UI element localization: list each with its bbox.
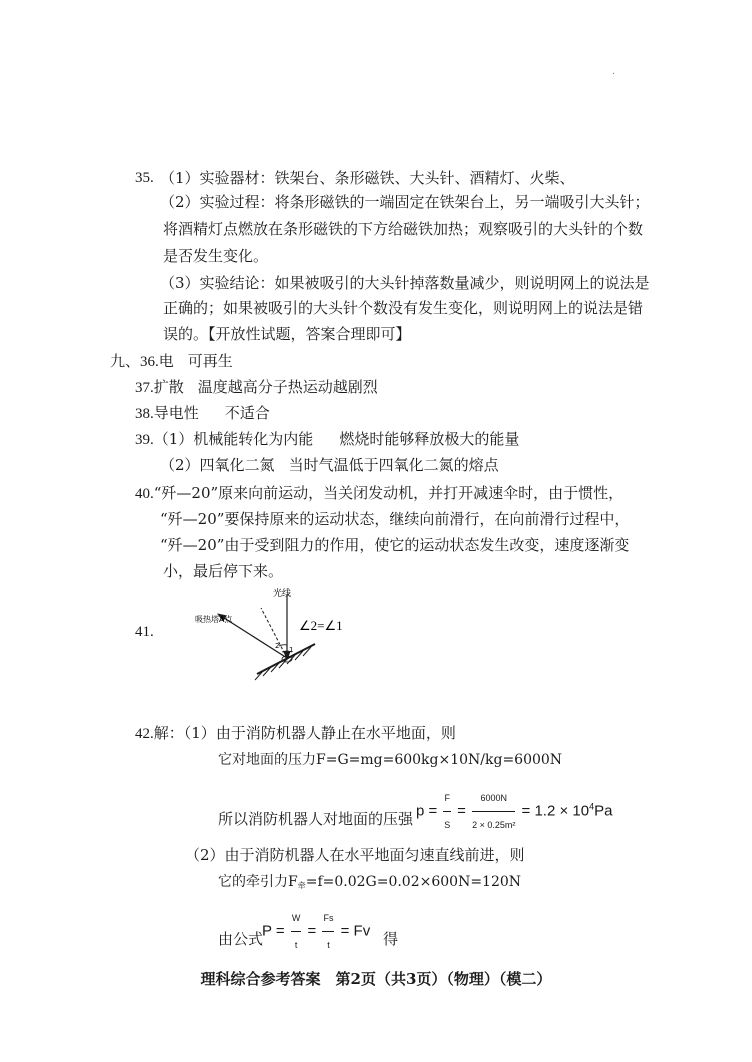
q37-answer-1: 扩散 — [153, 378, 184, 396]
force-symbol: F — [443, 786, 451, 812]
q40-number: 40. — [135, 486, 154, 502]
q38-answer-2: 不适合 — [224, 404, 270, 422]
q42-number: 42. — [135, 726, 154, 742]
numeric-denominator: 2 × 0.25m² — [472, 820, 516, 830]
q42-part1-label: （1） — [183, 724, 216, 742]
pressure-eq: = — [457, 802, 466, 820]
q40-line3: “歼—20”由于受到阻力的作用，使它的运动状态发生改变，速度逐渐变 — [160, 536, 630, 554]
q39-line2 — [160, 458, 499, 473]
time-symbol-1: t — [294, 940, 298, 950]
power-rhs: = Fv — [340, 922, 371, 940]
q35-part3-line2: 正确的；如果被吸引的大头针个数没有发生变化，则说明网上的说法是错 — [163, 299, 644, 317]
q36-answer-1: 电 — [158, 352, 174, 370]
q35-part2-line1: （2）实验过程：将条形磁铁的一端固定在铁架台上，另一端吸引大头针； — [160, 193, 650, 211]
q39-line1 — [135, 432, 519, 448]
force-over-area — [443, 786, 451, 837]
traction-force-text: 它的牵引力F — [218, 874, 298, 890]
normal-line — [261, 608, 287, 658]
label-absorber-point: 吸热塔A点 — [195, 615, 233, 624]
pressure-unit: Pa — [594, 802, 613, 820]
work-symbol: W — [291, 906, 302, 932]
q39-part1-answer-1: 机械能转化为内能 — [193, 430, 314, 448]
q38-answer-1: 导电性 — [153, 404, 199, 422]
q35-part2-line2: 将酒精灯点燃放在条形磁铁的下方给磁铁加热；观察吸引的大头针的个数 — [163, 220, 644, 238]
q40-line2: “歼—20”要保持原来的运动状态，继续向前滑行，在向前滑行过程中， — [160, 510, 630, 528]
q35-number: 35. — [135, 170, 154, 186]
power-lhs: P = — [262, 922, 285, 940]
q39-part2-answer-1: 四氧化二氮 — [199, 456, 275, 474]
mirror-line — [257, 644, 315, 674]
q41-number: 41. — [135, 624, 154, 640]
q35-part3-line3: 误的。【开放性试题，答案合理即可】 — [163, 325, 411, 343]
q42-part1-line2: 它对地面的压力F=G=mg=600kg×10N/kg=6000N — [218, 752, 563, 768]
q39-part1-label: （1） — [153, 430, 194, 448]
area-symbol: S — [444, 820, 451, 830]
power-eq-1: = — [307, 922, 317, 940]
page-footer: 理科综合参考答案 第2页（共3页）（物理）（模二） — [200, 970, 552, 988]
q36-answer-2: 可再生 — [187, 352, 233, 370]
label-angle-2: 2 — [275, 642, 280, 650]
q39-number: 39. — [135, 432, 154, 448]
pressure-exponent: 4 — [589, 801, 595, 812]
q35-part2-line3: 是否发生变化。 — [163, 247, 269, 265]
question-37 — [135, 380, 378, 396]
numeric-numerator: 6000N — [472, 786, 515, 812]
q39-part2-answer-2: 当时气温低于四氧化二氮的熔点 — [288, 456, 499, 474]
q42-part2-line3 — [218, 932, 398, 947]
q35-part1 — [160, 171, 575, 186]
pressure-formula — [416, 786, 612, 837]
q42-part1-line1: 由于消防机器人静止在水平地面，则 — [215, 724, 456, 742]
numeric-fraction — [472, 786, 515, 837]
q42-part2-line1 — [185, 848, 525, 863]
q38-number: 38. — [135, 406, 154, 422]
traction-force-calc: =f=0.02G=0.02×600N=120N — [305, 874, 522, 890]
q40-line1 — [135, 486, 623, 502]
label-light: 光线 — [273, 589, 292, 599]
pressure-result: = 1.2 × 10 — [521, 802, 590, 820]
q42-part2-label: （2） — [185, 846, 225, 864]
angle-relation: ∠2=∠1 — [299, 618, 343, 633]
q36-number: 36. — [140, 354, 159, 370]
question-36 — [110, 354, 233, 370]
q39-part1-answer-2: 燃烧时能够释放极大的能量 — [339, 430, 520, 448]
fs-symbol: Fs — [322, 906, 334, 932]
q42-intro: 解： — [153, 724, 184, 742]
q35-part1-label: （1） — [160, 169, 200, 187]
angle-arc-2 — [279, 645, 287, 646]
question-38 — [135, 406, 270, 422]
q42-part2-line1-text: 由于消防机器人在水平地面匀速直线前进，则 — [224, 846, 525, 864]
label-angle-1: 1 — [289, 646, 294, 654]
section-9-label: 九、 — [110, 352, 141, 370]
q35-part3-line1: （3）实验结论：如果被吸引的大头针掉落数量减少，则说明网上的说法是 — [160, 274, 650, 292]
q39-part2-label: （2） — [160, 456, 200, 474]
q35-part1-text: 实验器材：铁架台、条形磁铁、大头针、酒精灯、火柴、 — [199, 169, 575, 187]
traction-subscript: 牵 — [297, 881, 306, 890]
q40-line1-text: “歼—20”原来向前运动，当关闭发动机，并打开减速伞时，由于惯性， — [153, 484, 624, 502]
page-mark: . — [612, 67, 615, 77]
formula-intro: 由公式 — [218, 930, 264, 948]
time-symbol-2: t — [327, 940, 330, 950]
q37-number: 37. — [135, 380, 154, 396]
reflection-diagram — [185, 584, 385, 694]
pressure-lhs: p = — [416, 802, 438, 820]
q42-line1 — [135, 726, 456, 742]
q40-line4: 小，最后停下来。 — [163, 562, 284, 580]
q42-part1-line3: 所以消防机器人对地面的压强 — [218, 810, 414, 828]
q37-answer-2: 温度越高分子热运动越剧烈 — [197, 378, 378, 396]
formula-obtain: 得 — [383, 930, 399, 948]
q42-part2-line2 — [218, 875, 521, 890]
